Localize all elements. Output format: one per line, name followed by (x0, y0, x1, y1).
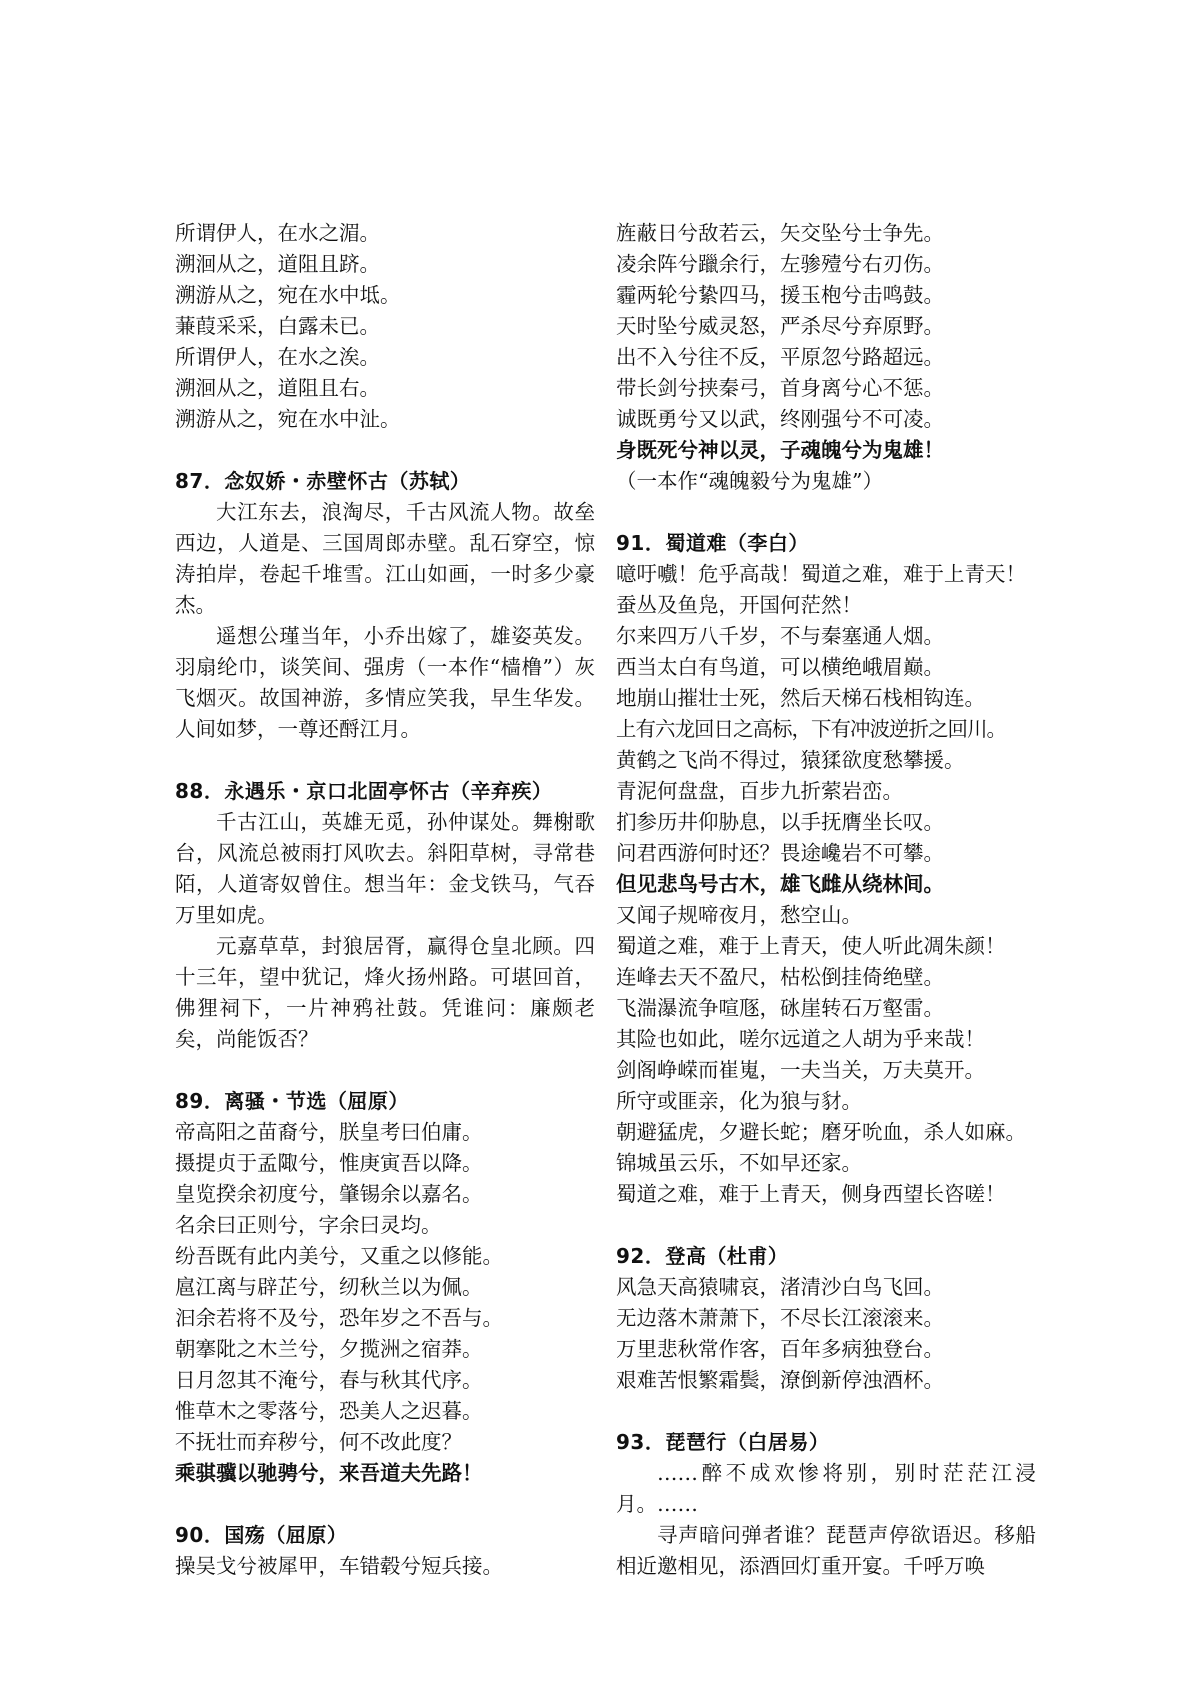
verse-line: 扪参历井仰胁息，以手抚膺坐长叹。 (616, 810, 944, 834)
verse-line: 艰难苦恨繁霜鬓，潦倒新停浊酒杯。 (616, 1368, 944, 1392)
left-column (175, 218, 595, 1582)
verse-line: 青泥何盘盘，百步九折萦岩峦。 (616, 779, 903, 803)
verse-line: 所谓伊人，在水之涘。 (175, 345, 380, 369)
verse-line: 黄鹤之飞尚不得过，猿猱欲度愁攀援。 (616, 748, 965, 772)
section-gap (175, 435, 595, 466)
poem-90-continued (616, 218, 1036, 497)
verse-line: 天时坠兮威灵怒，严杀尽兮弃原野。 (616, 314, 944, 338)
verse-line: 问君西游何时还？畏途巉岩不可攀。 (616, 841, 944, 865)
verse-line: 无边落木萧萧下，不尽长江滚滚来。 (616, 1306, 944, 1330)
section-gap (616, 1396, 1036, 1427)
verse-line: 西当太白有鸟道，可以横绝峨眉巅。 (616, 655, 944, 679)
poem-paragraph: ……醉不成欢惨将别，别时茫茫江浸月。…… (616, 1461, 1036, 1516)
verse-line: 所谓伊人，在水之湄。 (175, 221, 380, 245)
verse-line: 不抚壮而弃秽兮，何不改此度？ (175, 1430, 462, 1454)
verse-line: 惟草木之零落兮，恐美人之迟暮。 (175, 1399, 483, 1423)
poem-87 (175, 466, 595, 745)
verse-line: 带长剑兮挟秦弓，首身离兮心不惩。 (616, 376, 944, 400)
verse-line: 操吴戈兮被犀甲，车错毂兮短兵接。 (175, 1554, 503, 1578)
poem-92 (616, 1241, 1036, 1396)
poem-91 (616, 528, 1036, 1210)
verse-line: 地崩山摧壮士死，然后天梯石栈相钩连。 (616, 686, 985, 710)
verse-line: 尔来四万八千岁，不与秦塞通人烟。 (616, 624, 944, 648)
poem-paragraph: 寻声暗问弹者谁？琵琶声停欲语迟。移船相近邀相见，添酒回灯重开宴。千呼万唤 (616, 1523, 1036, 1578)
verse-line: 朝搴阰之木兰兮，夕揽洲之宿莽。 (175, 1337, 483, 1361)
verse-line: 扈江离与辟芷兮，纫秋兰以为佩。 (175, 1275, 483, 1299)
poem-title: 91．蜀道难（李白） (616, 531, 809, 555)
verse-line: 蜀道之难，难于上青天，侧身西望长咨嗟！ (616, 1182, 1006, 1206)
verse-line: 连峰去天不盈尺，枯松倒挂倚绝壁。 (616, 965, 944, 989)
verse-line: 蒹葭采采，白露未已。 (175, 314, 380, 338)
section-gap (175, 745, 595, 776)
verse-line: 蜀道之难，难于上青天，使人听此凋朱颜！ (616, 934, 1006, 958)
section-gap (616, 1210, 1036, 1241)
verse-line: 风急天高猿啸哀，渚清沙白鸟飞回。 (616, 1275, 944, 1299)
poem-paragraph: 千古江山，英雄无觅，孙仲谋处。舞榭歌台，风流总被雨打风吹去。斜阳草树，寻常巷陌，人道寄奴曾住。想当年：金戈铁马，气吞万里如虎。 (175, 810, 595, 927)
verse-line: 诚既勇兮又以武，终刚强兮不可凌。 (616, 407, 944, 431)
verse-line: 噫吁嚱！危乎高哉！蜀道之难，难于上青天！ (616, 562, 1026, 586)
verse-line: 但见悲鸟号古木，雄飞雌从绕林间。 (616, 872, 944, 896)
verse-line: 其险也如此，嗟尔远道之人胡为乎来哉！ (616, 1027, 985, 1051)
verse-line: 所守或匪亲，化为狼与豺。 (616, 1089, 862, 1113)
verse-line: 溯游从之，宛在水中沚。 (175, 407, 401, 431)
verse-line: 纷吾既有此内美兮，又重之以修能。 (175, 1244, 503, 1268)
poem-title: 87．念奴娇・赤壁怀古（苏轼） (175, 469, 471, 493)
verse-line: 又闻子规啼夜月，愁空山。 (616, 903, 862, 927)
verse-line: 锦城虽云乐，不如早还家。 (616, 1151, 862, 1175)
right-column (616, 218, 1036, 1582)
poem-89 (175, 1086, 595, 1489)
verse-line: 霾两轮兮絷四马，援玉枹兮击鸣鼓。 (616, 283, 944, 307)
verse-line: 皇览揆余初度兮，肇锡余以嘉名。 (175, 1182, 483, 1206)
poem-title: 90．国殇（屈原） (175, 1523, 348, 1547)
verse-line: 摄提贞于孟陬兮，惟庚寅吾以降。 (175, 1151, 483, 1175)
poem-90 (175, 1520, 595, 1582)
section-gap (616, 497, 1036, 528)
poem-93 (616, 1427, 1036, 1582)
verse-line: 万里悲秋常作客，百年多病独登台。 (616, 1337, 944, 1361)
variant-note: （一本作“魂魄毅兮为鬼雄”） (616, 469, 883, 493)
verse-line: 汩余若将不及兮，恐年岁之不吾与。 (175, 1306, 503, 1330)
verse-line: 乘骐骥以驰骋兮，来吾道夫先路！ (175, 1461, 483, 1485)
poem-title: 88．永遇乐・京口北固亭怀古（辛弃疾） (175, 779, 553, 803)
verse-line: 凌余阵兮躐余行，左骖殪兮右刃伤。 (616, 252, 944, 276)
verse-line: 出不入兮往不反，平原忽兮路超远。 (616, 345, 944, 369)
verse-line: 旌蔽日兮敌若云，矢交坠兮士争先。 (616, 221, 944, 245)
verse-line: 上有六龙回日之高标，下有冲波逆折之回川。 (616, 717, 1006, 741)
section-gap (175, 1489, 595, 1520)
verse-line: 帝高阳之苗裔兮，朕皇考曰伯庸。 (175, 1120, 483, 1144)
poem-paragraph: 元嘉草草，封狼居胥，赢得仓皇北顾。四十三年，望中犹记，烽火扬州路。可堪回首，佛狸祠下，一片神鸦社鼓。凭谁问：廉颇老矣，尚能饭否？ (175, 934, 595, 1051)
verse-line: 溯洄从之，道阻且右。 (175, 376, 380, 400)
verse-line: 剑阁峥嵘而崔嵬，一夫当关，万夫莫开。 (616, 1058, 985, 1082)
verse-line: 溯洄从之，道阻且跻。 (175, 252, 380, 276)
verse-line: 朝避猛虎，夕避长蛇；磨牙吮血，杀人如麻。 (616, 1120, 1026, 1144)
poem-title: 92．登高（杜甫） (616, 1244, 789, 1268)
verse-line: 飞湍瀑流争喧豗，砯崖转石万壑雷。 (616, 996, 944, 1020)
verse-line: 名余曰正则兮，字余曰灵均。 (175, 1213, 442, 1237)
poem-paragraph: 大江东去，浪淘尽，千古风流人物。故垒西边，人道是、三国周郎赤壁。乱石穿空，惊涛拍岸，卷起千堆雪。江山如画，一时多少豪杰。 (175, 500, 595, 617)
poem-title: 89．离骚・节选（屈原） (175, 1089, 409, 1113)
section-gap (175, 1055, 595, 1086)
poem-paragraph: 遥想公瑾当年，小乔出嫁了，雄姿英发。羽扇纶巾，谈笑间、强虏（一本作“樯橹”）灰飞烟灭。故国神游，多情应笑我，早生华发。人间如梦，一尊还酹江月。 (175, 624, 595, 741)
verse-line: 日月忽其不淹兮，春与秋其代序。 (175, 1368, 483, 1392)
verse-line: 溯游从之，宛在水中坻。 (175, 283, 401, 307)
verse-line: 身既死兮神以灵，子魂魄兮为鬼雄！ (616, 438, 944, 462)
poem-86-tail (175, 218, 595, 435)
poem-88 (175, 776, 595, 1055)
verse-line: 蚕丛及鱼凫，开国何茫然！ (616, 593, 862, 617)
poem-title: 93．琵琶行（白居易） (616, 1430, 830, 1454)
